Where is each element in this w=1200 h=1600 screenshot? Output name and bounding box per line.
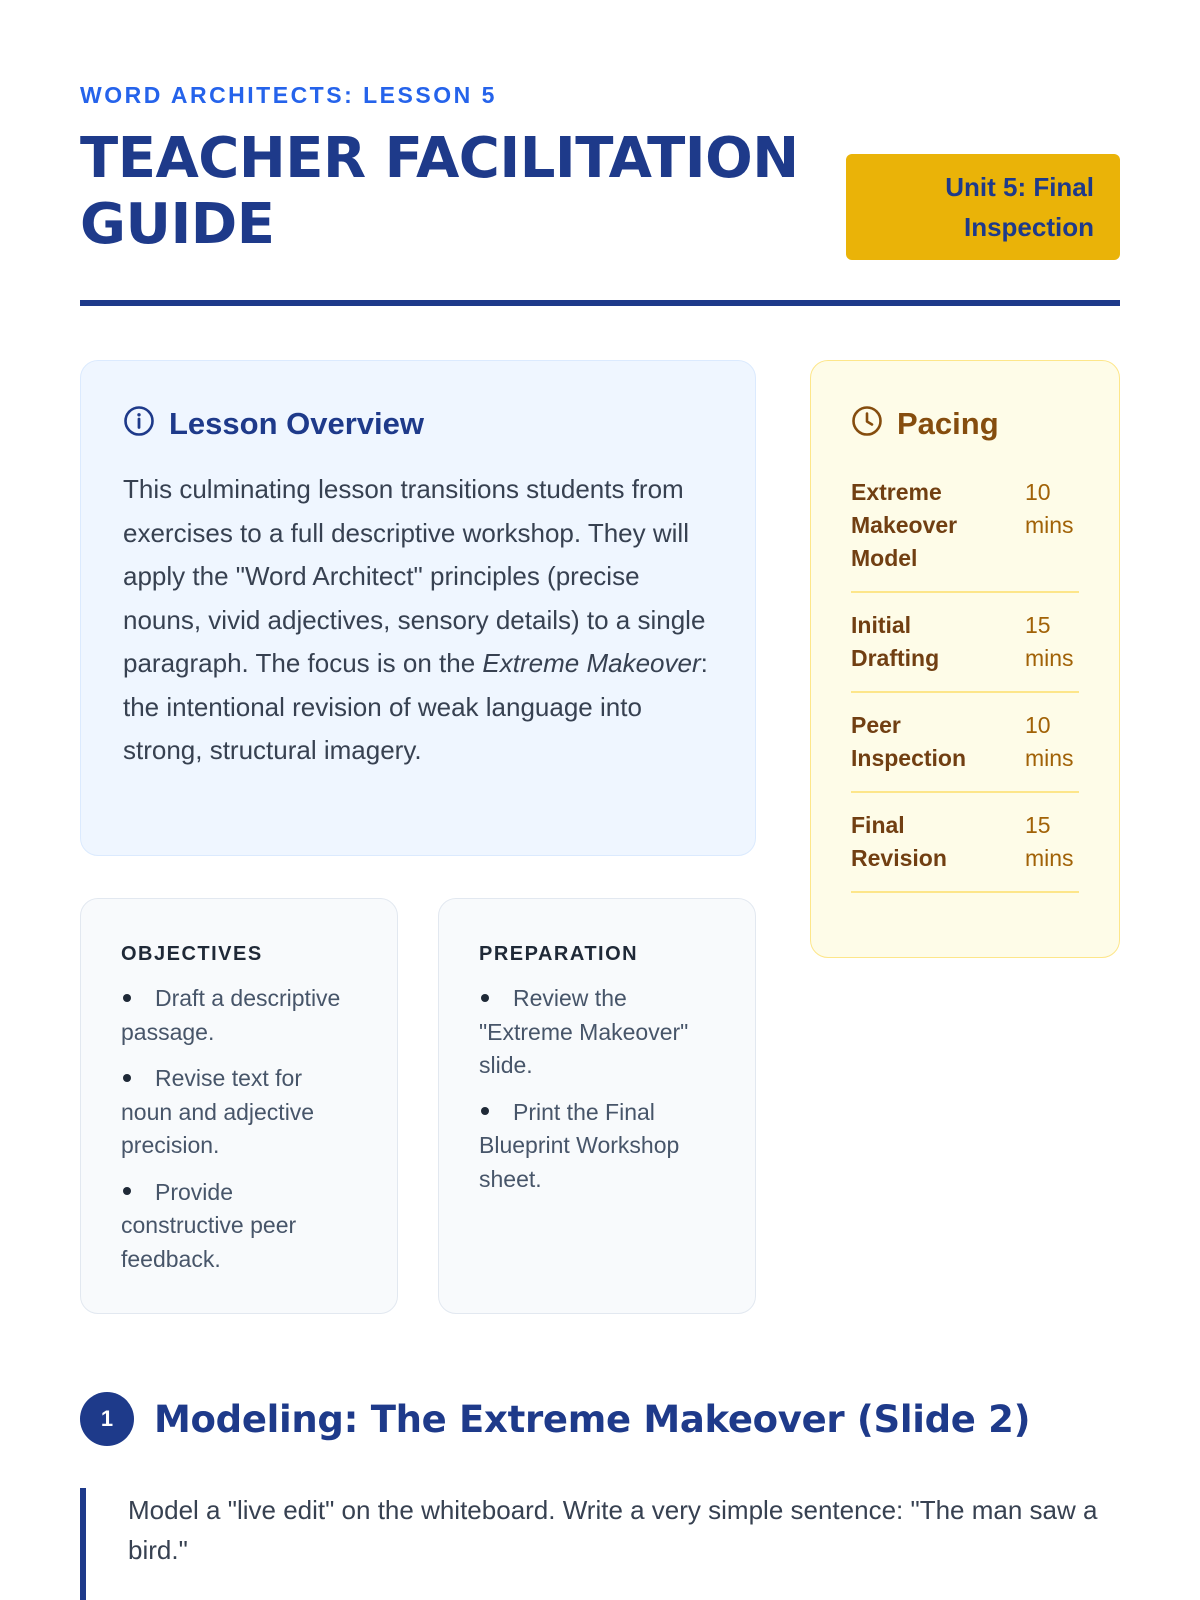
pacing-activity: Final Revision: [851, 812, 947, 871]
pacing-activity: Peer Inspection: [851, 712, 967, 771]
preparation-heading: PREPARATION: [479, 943, 639, 965]
lesson-overview-heading: Lesson Overview: [169, 405, 425, 441]
pacing-time: 15 mins: [1025, 612, 1074, 671]
pacing-activity: Initial Drafting: [851, 612, 940, 671]
pacing-row: [851, 593, 1079, 693]
section-title: Modeling: The Extreme Makeover (Slide 2): [154, 1397, 1031, 1441]
list-item: [121, 1176, 357, 1277]
bullet-icon: [481, 994, 489, 1002]
pacing-time: 10 mins: [1025, 479, 1074, 538]
overview-text-part: : the intentional revision of weak language into strong, structural imagery.: [123, 648, 708, 765]
pacing-list: [851, 462, 1079, 893]
bullet-icon: [123, 1074, 131, 1082]
list-item-text: Review the "Extreme Makeover" slide.: [479, 985, 689, 1078]
preparation-list: [479, 982, 715, 1196]
clock-icon: [851, 405, 883, 442]
objectives-list: [121, 982, 357, 1276]
pacing-header: [851, 405, 1079, 442]
lesson-overview-header: [123, 405, 713, 442]
unit-badge-label: Unit 5: Final Inspection: [945, 172, 1094, 242]
list-item-text: Revise text for noun and adjective precision.: [121, 1065, 315, 1158]
objectives-heading: OBJECTIVES: [121, 943, 263, 965]
list-item: [121, 1062, 357, 1163]
list-item: [479, 1096, 715, 1197]
pacing-row: [851, 462, 1079, 593]
pacing-card: [810, 360, 1120, 958]
header-divider: [80, 300, 1120, 306]
pacing-time: 15 mins: [1025, 812, 1074, 871]
pacing-row: [851, 793, 1079, 893]
list-item-text: Provide constructive peer feedback.: [121, 1178, 297, 1272]
pacing-activity: Extreme Makeover Model: [851, 479, 958, 571]
section-body: [80, 1488, 1120, 1600]
lesson-overview-card: [80, 360, 756, 856]
pacing-heading: Pacing: [897, 405, 999, 441]
overview-text-part: This culminating lesson transitions students from exercises to a full descriptive workshop. They will apply the "Word Architect" principles (precise nouns, vivid adjectives, sensory details) to a single paragraph. The focus is on the: [123, 474, 706, 678]
section-body-text: Model a "live edit" on the whiteboard. Write a very simple sentence: "The man saw a bird.": [128, 1495, 1098, 1565]
pacing-row: [851, 693, 1079, 793]
bullet-icon: [123, 994, 131, 1002]
info-icon: [123, 405, 155, 442]
list-item-text: Print the Final Blueprint Workshop sheet.: [479, 1098, 680, 1192]
bullet-icon: [123, 1187, 131, 1195]
list-item: [121, 982, 357, 1049]
list-item-text: Draft a descriptive passage.: [121, 985, 341, 1045]
pacing-time: 10 mins: [1025, 712, 1074, 771]
overview-text-emphasis: Extreme Makeover: [482, 648, 701, 678]
objectives-card: [80, 898, 398, 1314]
unit-badge: [846, 154, 1120, 260]
preparation-card: [438, 898, 756, 1314]
lesson-overview-text: [123, 468, 713, 773]
section-heading: [80, 1392, 1030, 1446]
page-title: TEACHER FACILITATION GUIDE: [80, 126, 799, 257]
section-number-badge: 1: [80, 1392, 134, 1446]
list-item: [479, 982, 715, 1083]
lesson-kicker: WORD ARCHITECTS: LESSON 5: [80, 82, 497, 108]
bullet-icon: [481, 1107, 489, 1115]
